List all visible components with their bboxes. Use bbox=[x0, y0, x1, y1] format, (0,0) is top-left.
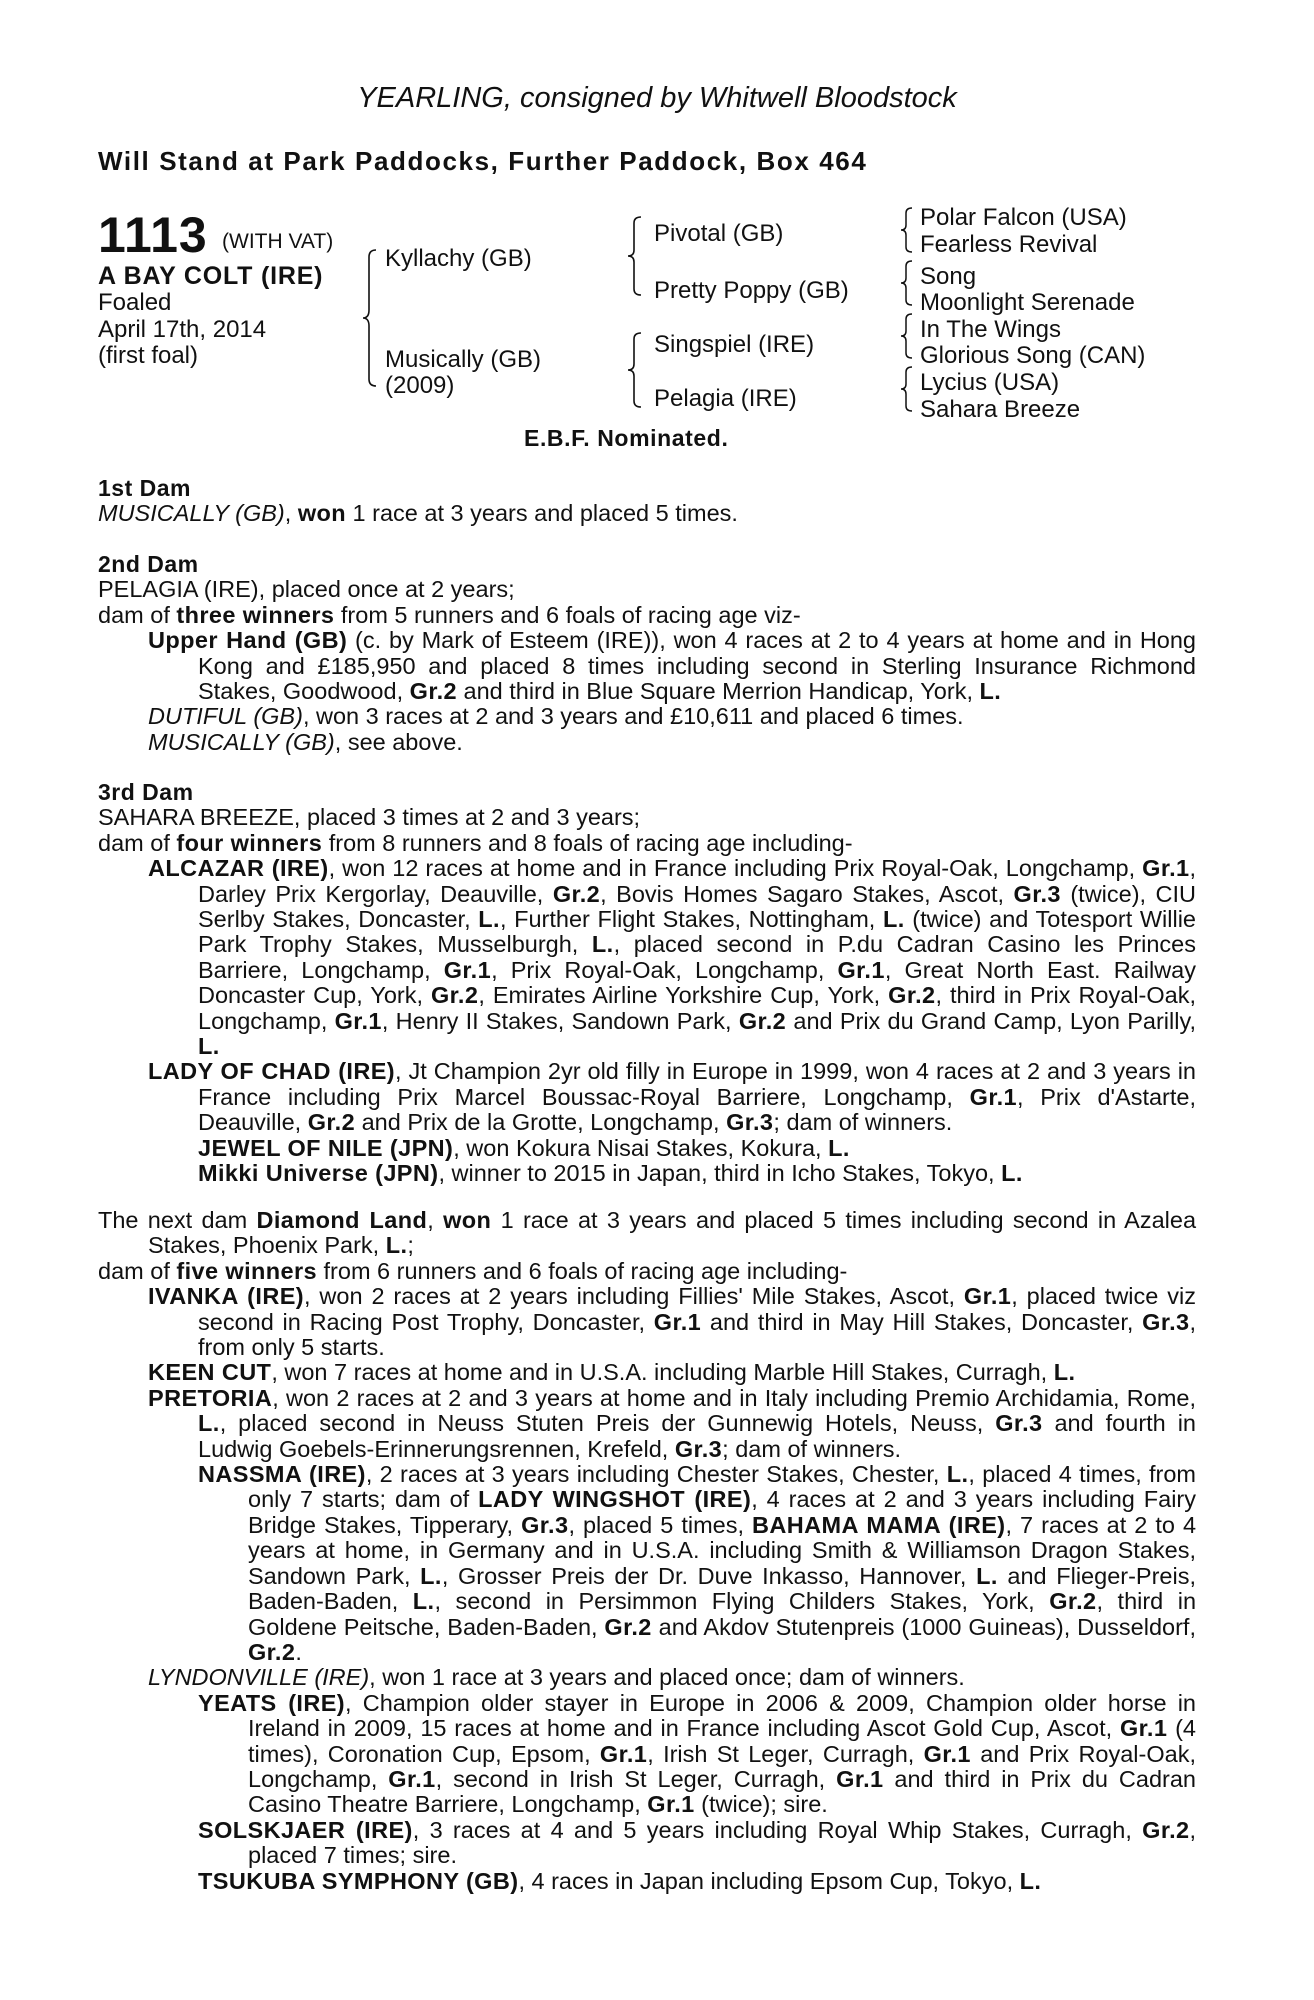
progeny-entry bbox=[98, 1818, 1196, 1869]
text: , won 3 races at 2 and 3 years and £10,611 and placed 6 times. bbox=[302, 703, 964, 730]
text: (twice), CIU Serlby Stakes, Doncaster, bbox=[198, 880, 1197, 933]
bold-marker: Gr.3 bbox=[1142, 1308, 1190, 1335]
bold-marker: L. bbox=[478, 906, 500, 933]
bold-marker: Gr.1 bbox=[388, 1765, 436, 1792]
text: , 2 races at 3 years including Chester Stakes, Chester, bbox=[365, 1461, 947, 1488]
pedigree-g3-6: Glorious Song (CAN) bbox=[920, 342, 1146, 369]
second-dam-heading: 2nd Dam bbox=[98, 551, 199, 577]
pedigree-brace-sire bbox=[626, 215, 644, 297]
text: , placed twice viz second in Racing Post Trophy, Doncaster, bbox=[198, 1283, 1196, 1335]
text: and Prix Royal-Oak, Longchamp, bbox=[248, 1740, 1196, 1792]
first-dam-section bbox=[98, 476, 1196, 527]
text: dam of bbox=[98, 601, 177, 628]
bold-marker: Gr.2 bbox=[248, 1638, 296, 1665]
text: , won 7 races at home and in U.S.A. including Marble Hill Stakes, Curragh, bbox=[271, 1359, 1054, 1386]
progeny-entry bbox=[98, 730, 1196, 755]
text: (twice) and Totesport Willie Park Trophy Stakes, Musselburgh, bbox=[198, 906, 1196, 958]
progeny-entry bbox=[98, 1665, 1196, 1690]
text: and Prix du Grand Camp, Lyon Parilly, bbox=[786, 1007, 1196, 1034]
third-dam-line: SAHARA BREEZE, placed 3 times at 2 and 3 years; bbox=[98, 804, 641, 831]
bold-marker: L. bbox=[976, 1562, 998, 1589]
progeny-entry bbox=[98, 1284, 1196, 1360]
progeny-entry bbox=[98, 1136, 1196, 1161]
text: , Bovis Homes Sagaro Stakes, Ascot, bbox=[600, 880, 1014, 907]
text: and Akdov Stutenpreis (1000 Guineas), Dusseldorf, bbox=[651, 1613, 1196, 1640]
third-dam-summary bbox=[98, 831, 1196, 856]
text: from 5 runners and 6 foals of racing age viz- bbox=[334, 601, 801, 628]
pedigree-brace-3b bbox=[899, 259, 915, 307]
pedigree-dam: Musically (GB) bbox=[385, 346, 542, 373]
next-dam-intro bbox=[98, 1208, 1196, 1259]
text: ; dam of winners. bbox=[773, 1109, 953, 1136]
progeny-entry bbox=[98, 1462, 1196, 1665]
pedigree-sire-sire: Pivotal (GB) bbox=[654, 220, 784, 247]
grade: L. bbox=[1019, 1867, 1042, 1894]
foal-note: (first foal) bbox=[98, 342, 199, 369]
stand-location: Will Stand at Park Paddocks, Further Paddock, Box 464 bbox=[98, 146, 868, 176]
winners-count: three winners bbox=[176, 601, 335, 628]
bold-marker: Gr.1 bbox=[837, 956, 885, 983]
text: , third in Prix Royal-Oak, Longchamp, bbox=[198, 982, 1196, 1034]
bold-marker: Gr.2 bbox=[888, 982, 936, 1009]
ebf-nominated: E.B.F. Nominated. bbox=[524, 425, 729, 451]
pedigree-dam-sire: Singspiel (IRE) bbox=[654, 331, 815, 358]
next-dam-section bbox=[98, 1208, 1196, 1894]
horse-description: A BAY COLT (IRE) bbox=[98, 262, 324, 290]
progeny-name: KEEN CUT bbox=[148, 1359, 272, 1386]
third-dam-heading: 3rd Dam bbox=[98, 779, 194, 805]
progeny-name: ALCAZAR (IRE) bbox=[148, 855, 329, 882]
bold-marker: Gr.1 bbox=[836, 1765, 884, 1792]
pedigree-g3-3: Song bbox=[920, 263, 977, 290]
progeny-name: LYNDONVILLE (IRE) bbox=[148, 1664, 370, 1691]
text: and Flieger-Preis, Baden-Baden, bbox=[248, 1562, 1196, 1615]
text: and third in May Hill Stakes, Doncaster, bbox=[701, 1308, 1143, 1335]
text: , 7 races at 2 to 4 years at home, in Germany and in U.S.A. including Smith & Williamson Dragon Stakes, Sandown Park, bbox=[248, 1511, 1197, 1589]
text: , placed second in Neuss Stuten Preis der Gunnewig Hotels, Neuss, bbox=[219, 1410, 996, 1437]
text: (4 times), Coronation Cup, Epsom, bbox=[248, 1715, 1196, 1767]
bold-marker: L. bbox=[591, 931, 614, 958]
bold-marker: Gr.2 bbox=[1142, 1816, 1190, 1843]
text: , Grosser Preis der Dr. Duve Inkasso, Hannover, bbox=[441, 1562, 977, 1589]
bold-marker: Gr.1 bbox=[923, 1740, 971, 1767]
text: The next dam bbox=[98, 1207, 257, 1233]
text: , placed 4 times, from only 7 starts; dam of bbox=[248, 1461, 1197, 1513]
bold-marker: L. bbox=[198, 1033, 220, 1060]
pedigree-sire-dam: Pretty Poppy (GB) bbox=[654, 277, 849, 304]
progeny-name: TSUKUBA SYMPHONY (GB) bbox=[198, 1867, 519, 1894]
bold-marker: Gr.2 bbox=[1049, 1588, 1097, 1615]
foaled-date: April 17th, 2014 bbox=[98, 316, 267, 343]
progeny-entry bbox=[98, 1360, 1196, 1385]
progeny-entry bbox=[98, 704, 1196, 729]
text: 1 race at 3 years and placed 5 times. bbox=[346, 500, 738, 527]
text: , placed second in P.du Cadran Casino les Princes Barriere, Longchamp, bbox=[198, 931, 1196, 983]
pedigree-brace-3a bbox=[899, 206, 915, 254]
grade: L. bbox=[979, 678, 1002, 705]
lot-number: 1113 bbox=[98, 207, 208, 263]
progeny-name: DUTIFUL (GB) bbox=[148, 703, 303, 730]
text: and third in Prix du Cadran Casino Theatre Barriere, Longchamp, bbox=[248, 1765, 1196, 1818]
text: , Champion older stayer in Europe in 2006 & 2009, Champion older horse in Ireland in 2009, 15 races at home and in France including Ascot Gold Cup, Ascot, bbox=[248, 1689, 1197, 1742]
progeny-entry bbox=[98, 628, 1196, 704]
text: dam of bbox=[98, 829, 177, 856]
text: , won 1 race at 3 years and placed once; dam of winners. bbox=[369, 1664, 965, 1691]
foaled-label: Foaled bbox=[98, 289, 172, 316]
text: , Emirates Airline Yorkshire Cup, York, bbox=[478, 982, 889, 1009]
bold-marker: Gr.1 bbox=[1142, 855, 1190, 882]
next-dam-summary bbox=[98, 1259, 1196, 1284]
pedigree-g3-1: Polar Falcon (USA) bbox=[920, 204, 1127, 231]
text: ; bbox=[407, 1232, 414, 1259]
text: , second in Irish St Leger, Curragh, bbox=[435, 1765, 837, 1792]
pedigree-dam-dam: Pelagia (IRE) bbox=[654, 385, 797, 412]
first-dam-heading: 1st Dam bbox=[98, 475, 191, 501]
text: , Further Flight Stakes, Nottingham, bbox=[499, 906, 883, 933]
third-dam-section bbox=[98, 780, 1196, 1187]
pedigree-brace-gen1 bbox=[360, 248, 380, 388]
pedigree-g3-2: Fearless Revival bbox=[920, 231, 1098, 258]
bold-marker: Gr.1 bbox=[1119, 1715, 1168, 1742]
progeny-name: SOLSKJAER (IRE) bbox=[198, 1816, 413, 1843]
pedigree-sire: Kyllachy (GB) bbox=[385, 245, 532, 272]
pedigree-g3-8: Sahara Breeze bbox=[920, 396, 1081, 423]
bold-marker: Gr.3 bbox=[521, 1511, 569, 1538]
pedigree-g3-4: Moonlight Serenade bbox=[920, 289, 1135, 316]
progeny-entry bbox=[98, 1059, 1196, 1135]
text: , Prix Royal-Oak, Longchamp, bbox=[491, 956, 838, 983]
record-text bbox=[198, 855, 1196, 1059]
page-title: YEARLING, consigned by Whitwell Bloodstock bbox=[357, 82, 957, 114]
grade: L. bbox=[385, 1232, 408, 1259]
bold-marker: L. bbox=[420, 1562, 442, 1589]
bold-marker: Gr.2 bbox=[552, 880, 601, 907]
bold-marker: Gr.1 bbox=[963, 1283, 1012, 1310]
text: , won 2 races at 2 and 3 years at home and in Italy including Premio Archidamia, Rome, bbox=[272, 1384, 1196, 1411]
winners-count: four winners bbox=[176, 829, 323, 856]
grade: L. bbox=[1053, 1359, 1076, 1386]
text: . bbox=[295, 1638, 302, 1665]
dam-name: Diamond Land bbox=[256, 1207, 428, 1233]
record-text bbox=[198, 1283, 1196, 1360]
bold-marker: Gr.1 bbox=[443, 956, 492, 983]
won-label: won bbox=[297, 500, 347, 527]
text: , winner to 2015 in Japan, third in Icho Stakes, Tokyo, bbox=[438, 1160, 1002, 1187]
text: from 6 runners and 6 foals of racing age including- bbox=[317, 1257, 848, 1284]
bold-marker: BAHAMA MAMA (IRE) bbox=[752, 1511, 1006, 1538]
grade: Gr.2 bbox=[409, 678, 457, 705]
bold-marker: Gr.3 bbox=[674, 1435, 723, 1462]
bold-marker: Gr.2 bbox=[431, 982, 479, 1009]
text: , won 12 races at home and in France including Prix Royal-Oak, Longchamp, bbox=[328, 855, 1143, 882]
pedigree-g3-7: Lycius (USA) bbox=[920, 369, 1060, 396]
pedigree-brace-dam bbox=[626, 331, 644, 409]
text: (twice); sire. bbox=[694, 1791, 828, 1818]
bold-marker: L. bbox=[946, 1461, 969, 1488]
text: , bbox=[284, 500, 298, 527]
bold-marker: Gr.2 bbox=[738, 1007, 787, 1034]
bold-marker: Gr.2 bbox=[307, 1109, 356, 1136]
bold-marker: Gr.1 bbox=[334, 1007, 382, 1034]
text: , 3 races at 4 and 5 years including Royal Whip Stakes, Curragh, bbox=[412, 1816, 1143, 1843]
bold-marker: L. bbox=[198, 1410, 220, 1437]
text: , Great North East. Railway Doncaster Cup, York, bbox=[198, 956, 1196, 1009]
progeny-entry bbox=[98, 856, 1196, 1059]
pedigree-dam-year: (2009) bbox=[385, 372, 455, 399]
bold-marker: Gr.3 bbox=[995, 1410, 1043, 1437]
text: , placed 5 times, bbox=[568, 1511, 753, 1538]
winners-count: five winners bbox=[176, 1257, 317, 1284]
pedigree-brace-3d bbox=[899, 365, 915, 413]
text: (c. by Mark of Esteem (IRE)), won 4 races at 2 to 4 years at home and in Hong Kong and £185,950 and placed 8 times including second in Sterling Insurance Richmond Stakes, Goodwood, bbox=[198, 627, 1196, 705]
progeny-name: PRETORIA bbox=[148, 1384, 273, 1411]
text: , 4 races in Japan including Epsom Cup, Tokyo, bbox=[518, 1867, 1020, 1894]
text: , Irish St Leger, Curragh, bbox=[647, 1740, 924, 1767]
text: ; dam of winners. bbox=[722, 1435, 902, 1462]
text: , Jt Champion 2yr old filly in Europe in 1999, won 4 races at 2 and 3 years in France including Prix Marcel Boussac-Royal Barriere, Longchamp, bbox=[198, 1058, 1196, 1110]
bold-marker: L. bbox=[412, 1588, 435, 1615]
progeny-name: LADY OF CHAD (IRE) bbox=[148, 1058, 396, 1085]
text: , from only 5 starts. bbox=[198, 1308, 1197, 1361]
text: and Prix de la Grotte, Longchamp, bbox=[355, 1109, 727, 1136]
progeny-name: Mikki Universe (JPN) bbox=[198, 1160, 439, 1187]
bold-marker: Gr.1 bbox=[969, 1083, 1017, 1110]
text: dam of bbox=[98, 1257, 177, 1284]
bold-marker: LADY WINGSHOT (IRE) bbox=[478, 1486, 752, 1513]
text: and third in Blue Square Merrion Handicap, York, bbox=[456, 678, 980, 705]
progeny-entry bbox=[98, 1691, 1196, 1818]
record-text bbox=[248, 1690, 1196, 1818]
second-dam-section bbox=[98, 552, 1196, 755]
pedigree-brace-3c bbox=[899, 312, 915, 360]
text: , third in Goldene Peitsche, Baden-Baden, bbox=[248, 1588, 1197, 1640]
record-text bbox=[198, 1385, 1196, 1462]
pedigree-g3-5: In The Wings bbox=[920, 316, 1061, 343]
text: from 8 runners and 8 foals of racing age including- bbox=[322, 829, 853, 856]
text: , Darley Prix Kergorlay, Deauville, bbox=[198, 855, 1196, 907]
bold-marker: L. bbox=[882, 906, 905, 933]
bold-marker: Gr.3 bbox=[1013, 880, 1061, 907]
text: and fourth in Ludwig Goebels-Erinnerungsrennen, Krefeld, bbox=[198, 1410, 1196, 1462]
text: , see above. bbox=[334, 728, 463, 755]
text: 1 race at 3 years and placed 5 times including second in Azalea Stakes, Phoenix Park, bbox=[148, 1207, 1197, 1259]
text: , Henry II Stakes, Sandown Park, bbox=[381, 1007, 739, 1034]
text: , Prix d'Astarte, Deauville, bbox=[198, 1083, 1197, 1136]
second-dam-line: PELAGIA (IRE), placed once at 2 years; bbox=[98, 576, 515, 603]
grade: L. bbox=[828, 1134, 850, 1161]
text: , second in Persimmon Flying Childers Stakes, York, bbox=[434, 1588, 1050, 1615]
progeny-name: NASSMA (IRE) bbox=[198, 1461, 366, 1488]
text: , won 2 races at 2 years including Fillies' Mile Stakes, Ascot, bbox=[304, 1283, 964, 1310]
progeny-name: YEATS (IRE) bbox=[198, 1689, 346, 1716]
progeny-name: MUSICALLY (GB) bbox=[148, 728, 335, 755]
progeny-name: IVANKA (IRE) bbox=[148, 1283, 304, 1310]
vat-note: (WITH VAT) bbox=[222, 230, 334, 253]
text: , placed 7 times; sire. bbox=[248, 1816, 1196, 1869]
bold-marker: Gr.1 bbox=[647, 1791, 695, 1818]
text: , won Kokura Nisai Stakes, Kokura, bbox=[453, 1134, 829, 1161]
progeny-name: Upper Hand (GB) bbox=[148, 627, 348, 654]
bold-marker: Gr.1 bbox=[599, 1740, 648, 1767]
grade: L. bbox=[1001, 1160, 1023, 1187]
record-text bbox=[248, 1461, 1196, 1665]
dam-name: MUSICALLY (GB) bbox=[98, 500, 285, 527]
progeny-entry bbox=[98, 1386, 1196, 1462]
bold-marker: Gr.1 bbox=[653, 1308, 702, 1335]
text: , 4 races at 2 and 3 years including Fairy Bridge Stakes, Tipperary, bbox=[248, 1486, 1197, 1538]
text: , bbox=[427, 1207, 444, 1233]
progeny-name: JEWEL OF NILE (JPN) bbox=[198, 1134, 454, 1161]
progeny-entry bbox=[98, 1161, 1196, 1186]
second-dam-summary bbox=[98, 603, 1196, 628]
won-label: won bbox=[443, 1207, 492, 1233]
first-dam-text bbox=[98, 501, 1196, 526]
bold-marker: Gr.3 bbox=[726, 1109, 774, 1136]
progeny-entry bbox=[98, 1869, 1196, 1894]
bold-marker: Gr.2 bbox=[604, 1613, 652, 1640]
